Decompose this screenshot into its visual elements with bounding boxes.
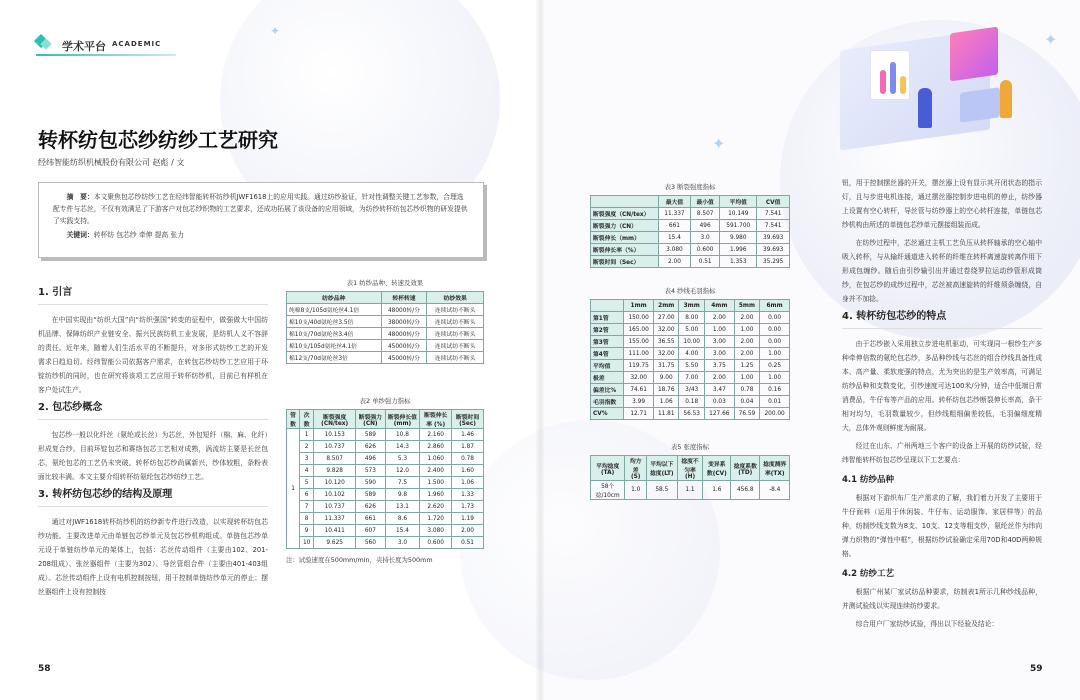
table-cell: 0.51 <box>691 256 720 268</box>
table-header-cell: 1mm <box>624 300 654 312</box>
table-cell: 7 <box>300 501 314 513</box>
table-row <box>287 537 484 549</box>
table-cell: 9.00 <box>654 372 679 384</box>
table-header-cell <box>591 196 659 208</box>
table-header-cell: 5mm <box>734 300 759 312</box>
table-cell: 1.996 <box>720 244 757 256</box>
table-cell: 1.720 <box>420 513 452 525</box>
keywords-label: 关键词： <box>66 231 94 239</box>
table-cell: 9.828 <box>314 465 356 477</box>
table-cell: 10.737 <box>314 441 356 453</box>
paragraph: 钮，用于控制摆丝器的开关，摆丝器上设有显示其开闭状态的指示灯，且与步进电机连接，通过摆丝器控制步进电机的停止，纺纱器上设置有空心转杆，导丝管与纺纱器上的空心转杆连接，单链包芯纱机构由所述的单链包芯纱单元摆接组装而成。 <box>842 179 1042 229</box>
table-row <box>287 501 484 513</box>
table-row <box>287 340 484 352</box>
illustration-bar <box>880 70 886 94</box>
table-cell: 14.3 <box>385 441 420 453</box>
table-cell: 2 <box>300 441 314 453</box>
table-row <box>591 348 790 360</box>
table-row <box>591 481 790 500</box>
keywords <box>53 229 469 241</box>
page-number-right: 59 <box>1030 664 1043 674</box>
table-cell: 0.03 <box>704 396 734 408</box>
table-cell: 0.01 <box>760 396 790 408</box>
subsection-heading: 4.2 纺纱工艺 <box>842 569 895 579</box>
table-row <box>287 328 484 340</box>
table-cell: 1.960 <box>420 489 452 501</box>
paragraph: 包芯纱一般以化纤丝（氨纶或长丝）为芯丝，外包短纤（棉、麻、化纤）形成复合纱。目前环锭包芯和赛络包芯工艺相对成熟，涡流纺主要是长丝包芯，氨纶包芯的工艺仍未突破。转杯纺包芯纱尚属新兴，纱体较粗，条粉表面比较丰满。本文主要介绍转杯纺氨纶包芯纱纺纱工艺。 <box>38 431 268 481</box>
table-cell: 111.00 <box>624 348 654 360</box>
table-header-cell: 断裂强力 (CN) <box>356 410 385 429</box>
table-cell: 1.00 <box>704 324 734 336</box>
table-cell: 3/43 <box>679 384 704 396</box>
table-cell: 496 <box>691 220 720 232</box>
table-header-cell: 捻度测界率(TX) <box>760 456 790 481</box>
table-cell: 1.19 <box>452 513 484 525</box>
subsection-heading: 4.1 纺纱品种 <box>842 475 895 485</box>
table-cell: 589 <box>356 489 385 501</box>
table-cell: 589 <box>356 429 385 441</box>
table-5 <box>590 455 790 500</box>
table-row <box>287 453 484 465</box>
table-cell: 32.00 <box>624 372 654 384</box>
table-cell: 560 <box>356 537 385 549</box>
table-cell: 200.00 <box>760 408 790 420</box>
left-text-column <box>38 282 268 603</box>
table-cell: 35.295 <box>757 256 790 268</box>
table-cell: 18.76 <box>654 384 679 396</box>
table-cell: 1.0 <box>625 481 647 500</box>
table-cell: 9.8 <box>385 489 420 501</box>
table-cell: 0.78 <box>734 384 759 396</box>
table-cell: 3.99 <box>624 396 654 408</box>
table-cell: 58个捻/10cm <box>591 481 625 500</box>
section-heading: 4. 转杯纺包芯纱的特点 <box>842 310 1042 329</box>
table-cell: 3.00 <box>704 348 734 360</box>
table-cell: 1.6 <box>703 481 731 500</box>
table-cell: 5 <box>300 477 314 489</box>
table-row-header: 第3管 <box>591 336 624 348</box>
table-cell: 2.00 <box>658 256 691 268</box>
illustration-bar <box>900 76 906 94</box>
table-row-header: 断裂时间（Sec） <box>591 256 659 268</box>
page-number-left: 58 <box>38 664 51 674</box>
table-cell: 2.400 <box>420 465 452 477</box>
table-caption: 表2 单纱强力指标 <box>359 397 411 405</box>
table-row-header: 断裂强度（CN/tex） <box>591 208 659 220</box>
table-cell: 3.080 <box>420 525 452 537</box>
table-cell: 127.66 <box>704 408 734 420</box>
table-cell: 1.00 <box>734 324 759 336</box>
table-cell: 3.080 <box>658 244 691 256</box>
table-cell: 32.00 <box>654 324 679 336</box>
table-cell: 10.737 <box>314 501 356 513</box>
table-3 <box>590 195 790 268</box>
table-cell: 3 <box>300 453 314 465</box>
section-header-subtitle: ACADEMIC <box>112 40 162 48</box>
table-cell: 0.25 <box>760 360 790 372</box>
table-1 <box>286 291 484 364</box>
table-cell: 1.87 <box>452 441 484 453</box>
table-header-cell: 平均值 <box>720 196 757 208</box>
table-cell: 8.507 <box>314 453 356 465</box>
table-cell: 7.541 <box>757 220 790 232</box>
table-row-header: 断裂伸长率（%） <box>591 244 659 256</box>
table-cell: 12.0 <box>385 465 420 477</box>
table-cell: 0.00 <box>760 324 790 336</box>
table-header-cell: 捻度系数(TD) <box>731 456 760 481</box>
table-cell: 1 <box>300 429 314 441</box>
table-cell: 10.149 <box>720 208 757 220</box>
section-heading: 1. 引言 <box>38 286 268 305</box>
table-row-header: 第1管 <box>591 312 624 324</box>
table-cell: 661 <box>658 220 691 232</box>
table-caption: 表3 断裂强度指标 <box>664 183 716 191</box>
table-cell: 119.75 <box>624 360 654 372</box>
paragraph: 经过在山东、广州两地三个客户的设备上开展的纺纱试验，经纬智能转杯纺包芯纱呈现以下工艺要点： <box>842 442 1042 464</box>
table-cell: 9 <box>300 525 314 537</box>
table-row <box>591 208 790 220</box>
table-cell: 3.0 <box>691 232 720 244</box>
table-4-block <box>590 282 790 420</box>
table-cell: 5.3 <box>385 453 420 465</box>
table-header-cell: 次数 <box>300 410 314 429</box>
table-5-block <box>590 438 790 500</box>
table-cell: 5.50 <box>679 360 704 372</box>
table-row <box>591 372 790 384</box>
section-header-title: 学术平台 <box>62 40 106 53</box>
sparkle-icon: ✦ <box>1044 30 1058 49</box>
table-row <box>591 220 790 232</box>
table-cell: 2.00 <box>734 336 759 348</box>
byline: 经纬智能纺织机械股份有限公司 赵彪 / 文 <box>38 158 185 167</box>
table-header-cell: 纺纱品种 <box>287 292 382 304</box>
table-row <box>287 489 484 501</box>
table-caption: 表5 张度指标 <box>670 443 710 451</box>
table-cell: 661 <box>356 513 385 525</box>
table-cell: 10.120 <box>314 477 356 489</box>
table-cell: 8.00 <box>679 312 704 324</box>
table-header-cell: 纺纱效果 <box>427 292 484 304</box>
table-cell: 31.75 <box>654 360 679 372</box>
table-row <box>591 324 790 336</box>
header-logo-icon <box>36 34 52 50</box>
table-cell: 3.75 <box>704 360 734 372</box>
table-cell: 1.00 <box>734 372 759 384</box>
table-cell: 13.1 <box>385 501 420 513</box>
table-cell: 5.00 <box>679 324 704 336</box>
table-cell: 1.60 <box>452 465 484 477</box>
table-cell: 2.00 <box>452 525 484 537</box>
abstract-box <box>38 182 484 258</box>
article-title: 转杯纺包芯纱纺纱工艺研究 <box>38 128 278 152</box>
table-row-header: 断裂伸长（mm） <box>591 232 659 244</box>
table-caption: 表1 纺纱品种、转速及效果 <box>346 279 424 287</box>
table-cell: 76.59 <box>734 408 759 420</box>
table-cell: 590 <box>356 477 385 489</box>
table-row <box>287 477 484 489</box>
paragraph: 根据对下游织布厂生产需求的了解，我们着力开发了主要用于牛仔面料（运用于休闲装、牛仔布、运动服饰、家居样等）的品种，纺制纱线支数为8支、10支、12支等粗支纱，氨纶丝作为纬向弹力织物的“弹性中框”，根据纺纱试验确定采用70D和40D两种规格。 <box>842 494 1042 558</box>
table-cell: 7.00 <box>679 372 704 384</box>
table-cell: 1.73 <box>452 501 484 513</box>
paragraph: 根据广州某厂家试纺品种要求，纺制表1所示几种纱线品种，并测试验线以实现连续纺纱要求。 <box>842 588 1042 610</box>
table-group-cell: 1 <box>287 429 300 549</box>
table-row-header: 断裂强力（CN） <box>591 220 659 232</box>
table-cell: 1.1 <box>677 481 703 500</box>
table-cell: 0.51 <box>452 537 484 549</box>
table-cell: 10.00 <box>679 336 704 348</box>
table-header-cell: 平均以下捻度(LT) <box>647 456 678 481</box>
table-row-header: 平均值 <box>591 360 624 372</box>
table-row <box>287 513 484 525</box>
table-cell: 1.00 <box>760 372 790 384</box>
table-row-header: 毛羽指数 <box>591 396 624 408</box>
table-cell: 45000转/分 <box>381 352 427 364</box>
table-cell: 155.00 <box>624 336 654 348</box>
illustration-figure <box>918 88 932 128</box>
table-cell: 连续试纺不断头 <box>427 304 484 316</box>
table-cell: 74.61 <box>624 384 654 396</box>
table-cell: 2.160 <box>420 429 452 441</box>
table-header-cell: 4mm <box>704 300 734 312</box>
table-cell: 15.4 <box>658 232 691 244</box>
table-row <box>287 441 484 453</box>
table-row <box>591 256 790 268</box>
table-cell: 1.33 <box>452 489 484 501</box>
table-cell: 纯棉8支/105d氨纶丝4.1倍 <box>287 304 382 316</box>
paragraph: 在中国实现由“纺织大国”向“纺织强国”转变的征程中，做强做大中国纺机品牌、保障纺织产业链安全、振兴民族纺机工业发展，是纺机人义不容辞的责任。近年来，随着人们生活水平的不断提升，对多形式纺纱工艺的开发需求日趋迫切。经纬智能公司依据客户需求，在转包芯纱纺纱工艺应用于环锭纺纱机的同时，也在研究将该项工艺应用于转杯纺纱机，目前已有样机在客户处试生产。 <box>38 316 268 394</box>
table-cell: 4.00 <box>679 348 704 360</box>
table-cell: 36.55 <box>654 336 679 348</box>
table-row <box>287 465 484 477</box>
table-cell: 150.00 <box>624 312 654 324</box>
table-cell: 11.337 <box>314 513 356 525</box>
sparkle-icon: ✦ <box>270 24 281 38</box>
table-cell: 4 <box>300 465 314 477</box>
table-row <box>591 360 790 372</box>
table-header-cell: 断裂强度 (CN/tex) <box>314 410 356 429</box>
table-row <box>591 232 790 244</box>
table-cell: 573 <box>356 465 385 477</box>
paragraph: 综合用户厂家纺纱试验，得出以下经验及结论： <box>855 620 999 628</box>
table-row-header: 偏差比% <box>591 384 624 396</box>
table-header-cell: 6mm <box>760 300 790 312</box>
table-header-cell: 断裂时间 (Sec) <box>452 410 484 429</box>
table-row-header: 第4管 <box>591 348 624 360</box>
illustration-tile <box>950 27 998 82</box>
table-cell: 连续试纺不断头 <box>427 328 484 340</box>
table-cell: 8.6 <box>385 513 420 525</box>
table-3-block <box>590 178 790 268</box>
table-cell: -8.4 <box>760 481 790 500</box>
table-cell: 棉10支/105d氨纶丝4.1倍 <box>287 340 382 352</box>
table-cell: 棉10支/70d氨纶丝3.4倍 <box>287 328 382 340</box>
table-cell: 456.8 <box>731 481 760 500</box>
abstract-label: 摘 要： <box>66 193 94 201</box>
table-header-cell: 断裂伸长率 (%) <box>420 410 452 429</box>
header-underline <box>36 54 176 56</box>
paragraph: 由于芯纱嵌入采用独立步进电机驱动，可实现同一根纱生产多种牵伸倍数的氨纶包芯纱，多品种纱线与芯丝的组合纱线具备性成本、高产量、柔软度强的特点，尤为突出的是生产效率高，可满足纺纱品种和支数变化，引纱速度可达100米/分钟，适合中低端日常消费品，牛仔布等产品的应用。转杯纺包芯纱断裂伸长率高，条干相对均匀，毛羽数量较少，但纱线粗细偏差较低，毛羽偏细度精大，总体外观则鲜度为耐展。 <box>842 340 1042 432</box>
paragraph: 通过对JWF1618转杯纺纱机的纺纱新专件进行改造，以实现转杯纺包芯纱功能。主要改进单元由单链包芯纱单元及包芯纱机构组成。单链包芯纱单元设于单链纺纱单元的架体上，包括：芯丝传动组件（主要由102、201-208组成）、张丝器组件（主要为302）、导丝管组合件（主要由401-403组成）。芯丝传动组件上设有电机控制按钮，用于控制单链纺纱单元的停止；摆丝器组件上设有控制按 <box>38 518 268 596</box>
table-cell: 58.5 <box>647 481 678 500</box>
table-cell: 0.18 <box>679 396 704 408</box>
table-header-cell <box>591 300 624 312</box>
table-cell: 0.04 <box>734 396 759 408</box>
table-cell: 10.102 <box>314 489 356 501</box>
table-header-cell: 均方差 (S) <box>625 456 647 481</box>
table-row <box>591 312 790 324</box>
table-cell: 1.46 <box>452 429 484 441</box>
sparkle-icon: ✦ <box>712 134 726 153</box>
table-cell: 2.00 <box>704 312 734 324</box>
table-cell: 棉10支/40d氨纶丝3.5倍 <box>287 316 382 328</box>
table-cell: 1.353 <box>720 256 757 268</box>
table-cell: 11.81 <box>654 408 679 420</box>
table-header-cell: 变异系数(CV) <box>703 456 731 481</box>
table-cell: 2.620 <box>420 501 452 513</box>
paragraph: 在纺纱过程中，芯丝通过主机工艺负压从转杯轴承的空心轴中吸入转杯，与从输纤通道进入转杯的纤维在转杯离速旋转离作用下形成包缠纱。随后由引纱输引出并通过卷绕罗拉运动纱管形成筒纱，在包芯纱的成纱过程中，芯丝被高速旋转的纤维须条缠绕，自身并不加捻。 <box>842 239 1042 303</box>
table-cell: 39.693 <box>757 232 790 244</box>
table-row <box>287 429 484 441</box>
table-cell: 1.25 <box>734 360 759 372</box>
table-cell: 3.00 <box>704 336 734 348</box>
table-cell: 连续试纺不断头 <box>427 352 484 364</box>
table-cell: 496 <box>356 453 385 465</box>
abstract-text: 本文聚焦包芯纱纺纱工艺在经纬智能转杯纺纱机JWF1618上的应用实践。通过纺纱验证，针对性调整关键工艺参数，合理选配专件与芯丝，不仅有效满足了下游客户对包芯纱织物的工艺要求，还成功拓展了该设备的应用领域，为纺纱转杯纺包芯纱织物的研发提供了实践支持。 <box>53 193 468 225</box>
table-header-cell: 2mm <box>654 300 679 312</box>
table-cell: 10.411 <box>314 525 356 537</box>
table-cell: 15.4 <box>385 525 420 537</box>
table-cell: 连续试纺不断头 <box>427 316 484 328</box>
table-cell: 56.53 <box>679 408 704 420</box>
page-gutter <box>536 0 544 700</box>
table-cell: 165.00 <box>624 324 654 336</box>
table-cell: 607 <box>356 525 385 537</box>
table-cell: 2.00 <box>734 312 759 324</box>
table-cell: 0.16 <box>760 384 790 396</box>
table-cell: 6 <box>300 489 314 501</box>
table-cell: 32.00 <box>654 348 679 360</box>
table-header-cell: 最小值 <box>691 196 720 208</box>
abstract <box>53 191 469 227</box>
table-cell: 连续试纺不断头 <box>427 340 484 352</box>
table-cell: 0.600 <box>420 537 452 549</box>
table-cell: 1.06 <box>654 396 679 408</box>
table-row <box>591 244 790 256</box>
table-row <box>287 304 484 316</box>
table-row <box>287 316 484 328</box>
table-4 <box>590 299 790 420</box>
table-cell: 3.47 <box>704 384 734 396</box>
table-cell: 11.337 <box>658 208 691 220</box>
table-row-header: 第2管 <box>591 324 624 336</box>
table-cell: 12.71 <box>624 408 654 420</box>
table-cell: 48000转/分 <box>381 304 427 316</box>
tech-illustration <box>800 10 1040 180</box>
table-header-cell: 捻度不匀率(H) <box>677 456 703 481</box>
table-header-cell: 3mm <box>679 300 704 312</box>
table-cell: 9.625 <box>314 537 356 549</box>
section-heading: 2. 包芯纱概念 <box>38 401 268 420</box>
table-cell: 626 <box>356 441 385 453</box>
table-cell: 1.06 <box>452 477 484 489</box>
table-row-header: CV% <box>591 408 624 420</box>
table-row <box>591 336 790 348</box>
keywords-text: 转杯纺 包芯纱 牵伸 提高 张力 <box>93 231 184 239</box>
table-cell: 2.00 <box>734 348 759 360</box>
table-cell: 8.507 <box>691 208 720 220</box>
table-cell: 1.060 <box>420 453 452 465</box>
table-cell: 7.541 <box>757 208 790 220</box>
table-cell: 0.00 <box>760 336 790 348</box>
table-2 <box>286 409 484 549</box>
illustration-bar <box>890 62 896 94</box>
section-heading: 3. 转杯纺包芯纱的结构及原理 <box>38 488 268 507</box>
table-cell: 棉12支/70d氨纶丝3倍 <box>287 352 382 364</box>
table-header-cell: 最大值 <box>658 196 691 208</box>
table-cell: 27.00 <box>654 312 679 324</box>
table-row <box>591 384 790 396</box>
table-row <box>591 408 790 420</box>
table-header-cell: 平均捻度 (TA) <box>591 456 625 481</box>
table-cell: 8 <box>300 513 314 525</box>
table-cell: 0.00 <box>760 312 790 324</box>
table-cell: 45000转/分 <box>381 340 427 352</box>
table-row <box>287 352 484 364</box>
table-2-block <box>286 392 484 564</box>
table-cell: 7.5 <box>385 477 420 489</box>
table-header-cell: 转杯转速 <box>381 292 427 304</box>
table-cell: 0.600 <box>691 244 720 256</box>
table-cell: 0.78 <box>452 453 484 465</box>
right-text-column <box>842 176 1042 635</box>
table-cell: 48000转/分 <box>381 328 427 340</box>
table-cell: 626 <box>356 501 385 513</box>
table-cell: 1.500 <box>420 477 452 489</box>
table-caption: 表4 纱线毛羽指标 <box>664 287 716 295</box>
table-note: 注：试验速度在500mm/min，夹持长度为500mm <box>286 556 433 564</box>
table-cell: 2.00 <box>704 372 734 384</box>
table-cell: 10.153 <box>314 429 356 441</box>
table-1-block <box>286 274 484 364</box>
table-cell: 1.00 <box>760 348 790 360</box>
table-cell: 591.700 <box>720 220 757 232</box>
table-row-header: 极差 <box>591 372 624 384</box>
table-cell: 10 <box>300 537 314 549</box>
table-cell: 2.860 <box>420 441 452 453</box>
table-cell: 3.0 <box>385 537 420 549</box>
table-header-cell: CV值 <box>757 196 790 208</box>
table-header-cell: 管数 <box>287 410 300 429</box>
table-cell: 9.980 <box>720 232 757 244</box>
table-row <box>591 396 790 408</box>
illustration-figure <box>1000 80 1012 118</box>
illustration-tile <box>960 87 1000 123</box>
table-row <box>287 525 484 537</box>
table-cell: 38000转/分 <box>381 316 427 328</box>
table-header-cell: 断裂伸长值 (mm) <box>385 410 420 429</box>
table-cell: 39.693 <box>757 244 790 256</box>
table-cell: 10.8 <box>385 429 420 441</box>
